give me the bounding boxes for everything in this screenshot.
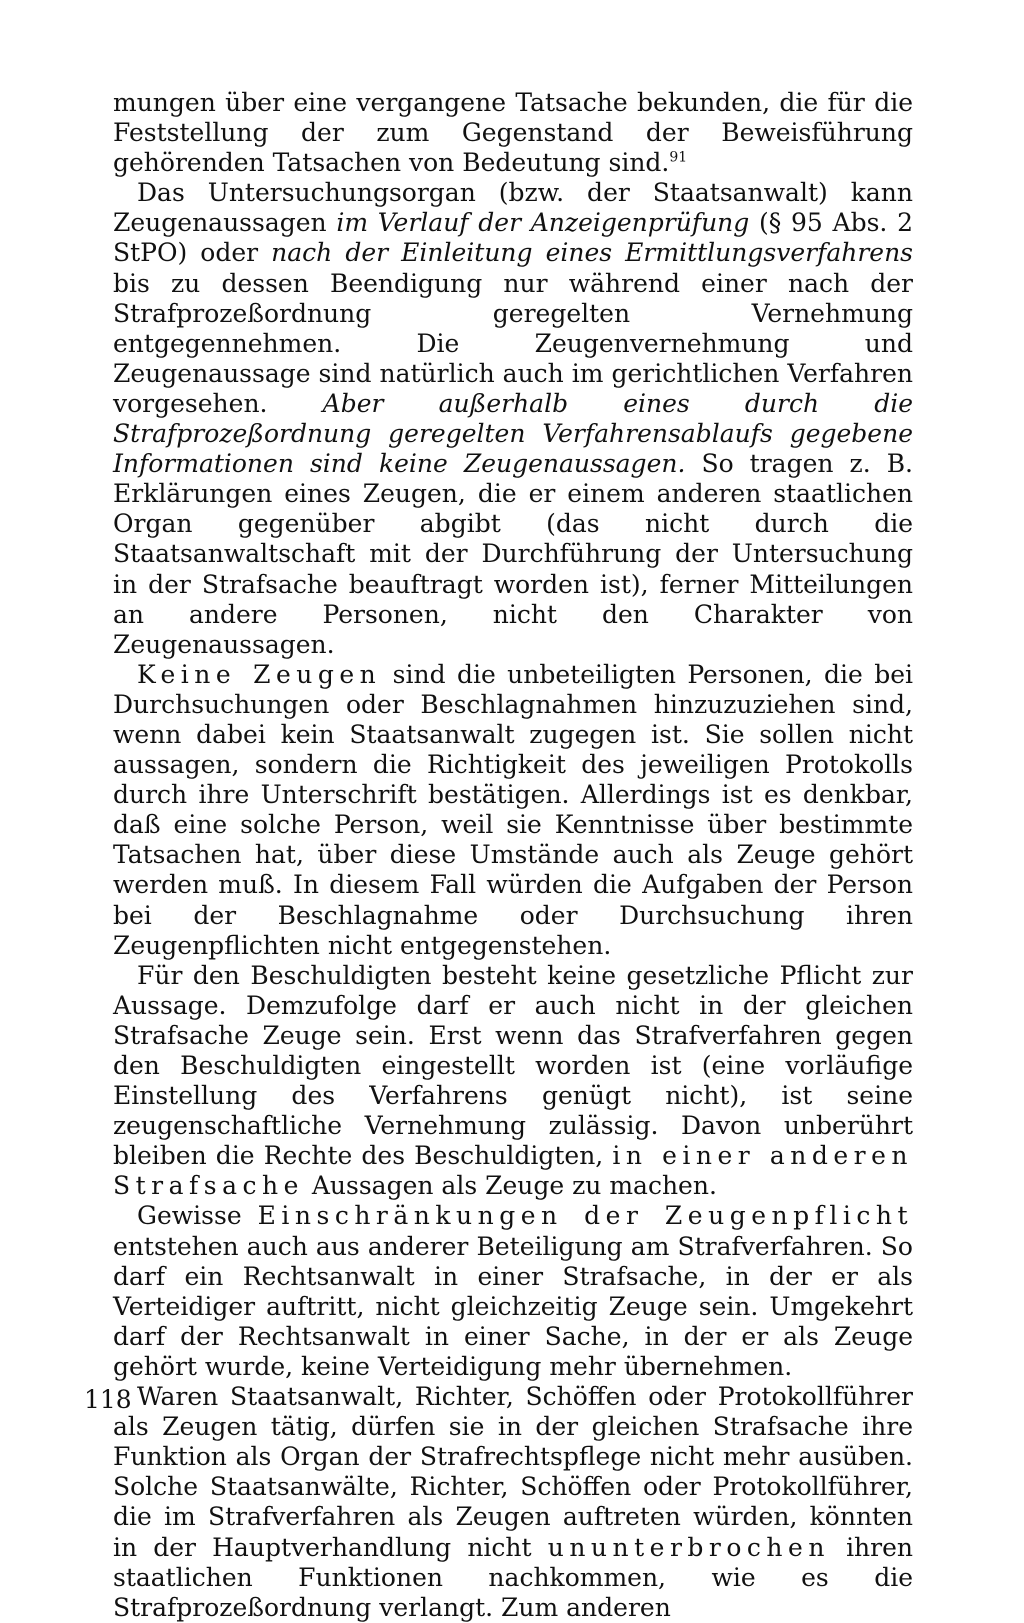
spaced-emphasis: in einer anderen Strafsache — [113, 1141, 914, 1201]
italic-emphasis: im Verlauf der Anzeigenprüfung — [336, 208, 750, 238]
spaced-emphasis: Keine Zeugen — [137, 659, 382, 689]
spaced-emphasis: Einschränkungen der Zeugenpflicht — [257, 1201, 913, 1231]
text-run: Aussagen als Zeuge zu machen. — [303, 1171, 717, 1201]
text-run: (§ 95 Abs. 2 StPO) oder — [113, 208, 913, 268]
paragraph-1 — [113, 88, 913, 178]
text-run: Gewisse — [137, 1201, 258, 1231]
text-run: So tragen z. B. Erklärungen eines Zeugen, die er einem anderen staatlichen Organ gegenüber abgibt (das nicht durch die Staatsanwaltschaft mit der Durchführung der Untersuchung in der Strafsache beauftragt worden ist), ferner Mitteilungen an andere Personen, nicht den Charakter von Zeugenaussagen. — [113, 449, 914, 659]
text-run: bis zu dessen Beendigung nur während einer nach der Strafprozeßordnung geregelten Vernehmung entgegennehmen. Die Zeugenvernehmung und Zeugenaussage sind natürlich auch im gerichtlichen Verfahren vorgesehen. — [113, 268, 913, 418]
paragraph-2 — [113, 178, 913, 660]
footnote-reference: 91 — [669, 149, 688, 166]
italic-emphasis: nach der Einleitung eines Ermittlungsverfahrens — [271, 238, 914, 268]
spaced-emphasis: ununterbrochen — [547, 1532, 830, 1562]
text-run: Für den Beschuldigten besteht keine gesetzliche Pflicht zur Aussage. Demzufolge darf er auch nicht in der gleichen Strafsache Zeuge sein. Erst wenn das Strafverfahren gegen den Beschuldigten eingestellt worden ist (eine vorläufige Einstellung des Verfahrens genügt nicht), ist seine zeugenschaftliche Vernehmung zulässig. Davon unberührt bleiben die Rechte des Beschuldigten, — [113, 960, 913, 1171]
text-run: mungen über eine vergangene Tatsache bekunden, die für die Feststellung der zum Gegenstand der Beweisführung gehörenden Tatsachen von Bedeutung sind. — [113, 88, 913, 178]
page-number: 118 — [84, 1385, 132, 1414]
paragraph-5 — [113, 1201, 913, 1382]
italic-emphasis: Aber außerhalb eines durch die Strafprozeßordnung geregelten Verfahrensablaufs gegebene Informationen sind keine Zeugenaussagen. — [113, 388, 913, 479]
text-run: Das Untersuchungsorgan (bzw. der Staatsanwalt) kann Zeugenaussagen — [113, 178, 913, 238]
text-run: Waren Staatsanwalt, Richter, Schöffen oder Protokollführer als Zeugen tätig, dürfen sie in der gleichen Strafsache ihre Funktion als Organ der Strafrechtspflege nicht mehr ausüben. Solche Staatsanwälte, Richter, Schöffen oder Protokollführer, die im Strafverfahren als Zeugen auftreten würden, könnten in der Hauptverhandlung nicht — [113, 1382, 913, 1562]
paragraph-4 — [113, 961, 913, 1202]
paragraph-3 — [113, 660, 913, 961]
body-text — [113, 88, 913, 1623]
text-run: sind die unbeteiligten Personen, die bei Durchsuchungen oder Beschlagnahmen hinzuzuziehen sind, wenn dabei kein Staatsanwalt zugegen ist. Sie sollen nicht aussagen, sondern die Richtigkeit des jeweiligen Protokolls durch ihre Unterschrift bestätigen. Allerdings ist es denkbar, daß eine solche Person, weil sie Kenntnisse über bestimmte Tatsachen hat, über diese Umstände auch als Zeuge gehört werden muß. In diesem Fall würden die Aufgaben der Person bei der Beschlagnahme oder Durchsuchung ihren Zeugenpflichten nicht entgegenstehen. — [113, 659, 913, 960]
text-run: entstehen auch aus anderer Beteiligung am Strafverfahren. So darf ein Rechtsanwalt in einer Strafsache, in der er als Verteidiger auftritt, nicht gleichzeitig Zeuge sein. Umgekehrt darf der Rechtsanwalt in einer Sache, in der er als Zeuge gehört wurde, keine Verteidigung mehr übernehmen. — [113, 1231, 913, 1381]
text-run: ihren staatlichen Funktionen nachkommen, wie es die Strafprozeßordnung verlangt. Zum anderen — [113, 1532, 914, 1622]
paragraph-6 — [113, 1382, 913, 1623]
